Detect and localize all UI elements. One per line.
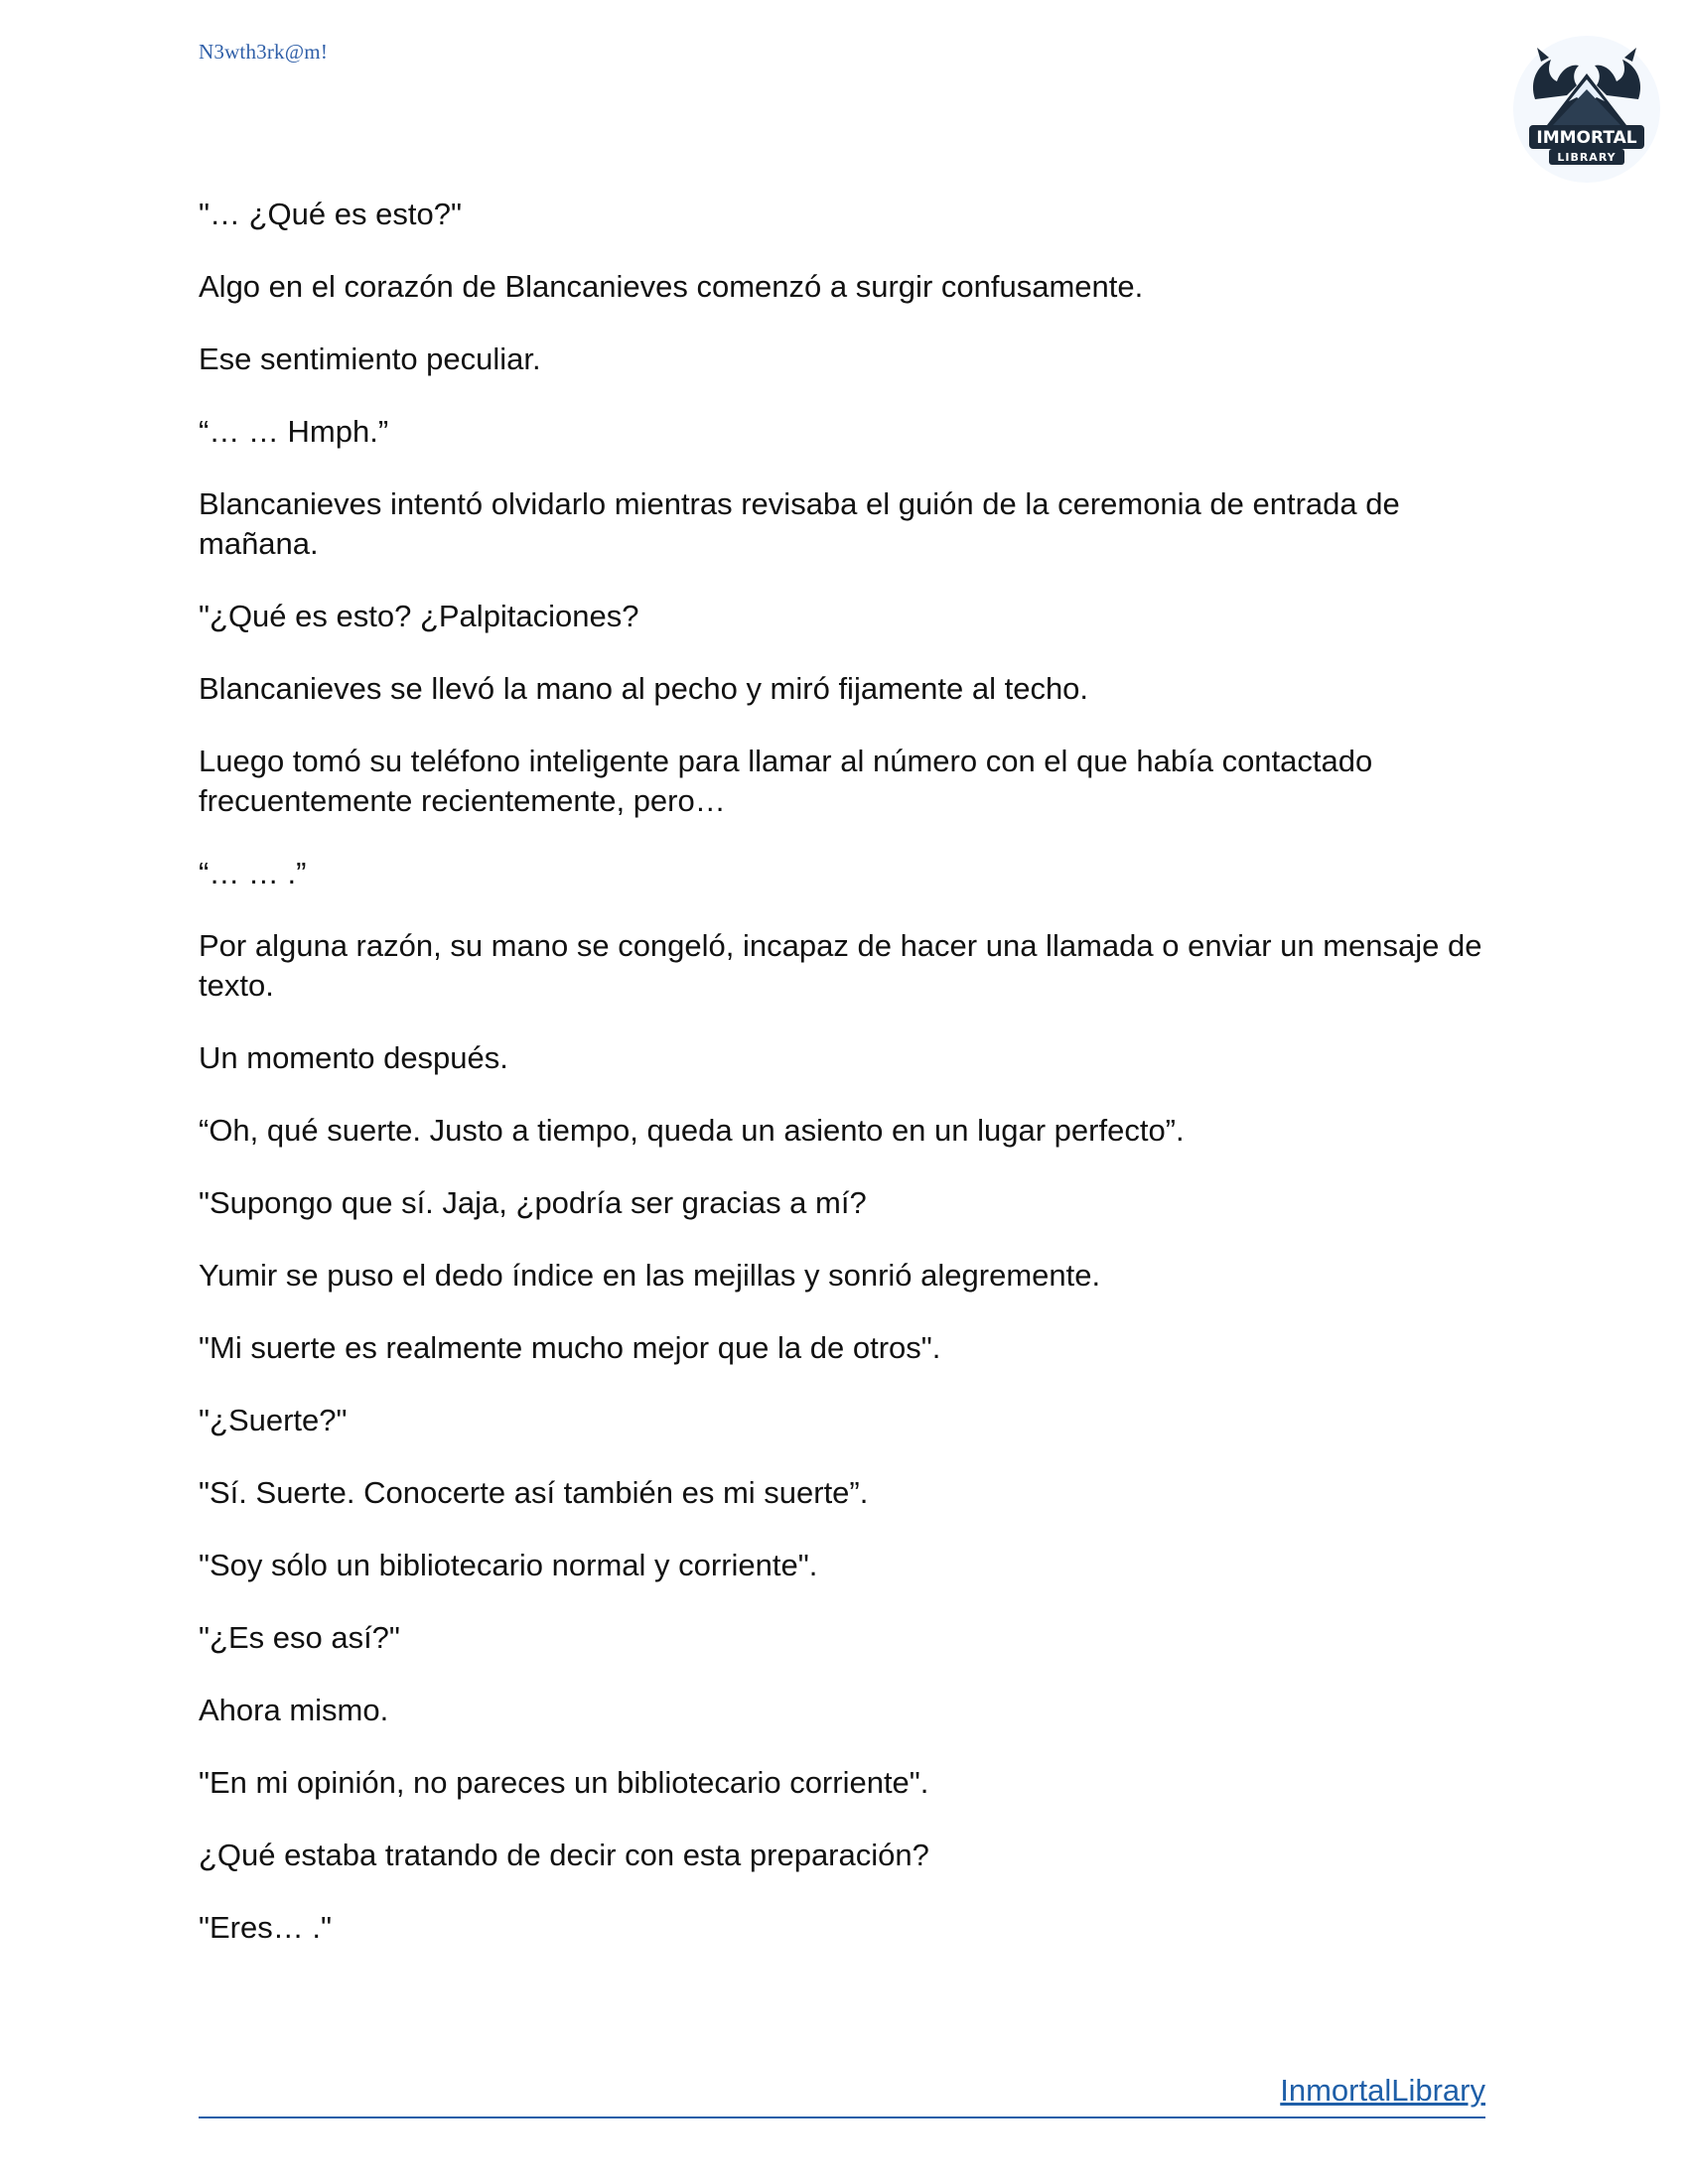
paragraph: Algo en el corazón de Blancanieves comenzó a surgir confusamente.: [199, 269, 1144, 304]
logo-line-1: IMMORTAL: [1536, 128, 1637, 148]
footer-link-inmortal-library[interactable]: InmortalLibrary: [1280, 2073, 1485, 2108]
paragraph: "Soy sólo un bibliotecario normal y corriente".: [199, 1548, 818, 1582]
paragraph: Ese sentimiento peculiar.: [199, 341, 541, 376]
paragraph: “Oh, qué suerte. Justo a tiempo, queda un asiento en un lugar perfecto”.: [199, 1113, 1185, 1148]
paragraph: ¿Qué estaba tratando de decir con esta preparación?: [199, 1838, 929, 1872]
paragraph: Yumir se puso el dedo índice en las mejillas y sonrió alegremente.: [199, 1258, 1101, 1293]
paragraph: Blancanieves intentó olvidarlo mientras revisaba el guión de la ceremonia de entrada de mañana.: [199, 486, 1400, 561]
paragraph: "Supongo que sí. Jaja, ¿podría ser gracias a mí?: [199, 1185, 867, 1220]
paragraph: “… … .”: [199, 856, 307, 890]
paragraph: Un momento después.: [199, 1040, 508, 1075]
footer: [199, 2071, 1485, 2118]
logo-line-2: LIBRARY: [1557, 151, 1617, 164]
paragraph: "En mi opinión, no pareces un bibliotecario corriente".: [199, 1765, 929, 1800]
paragraph: Por alguna razón, su mano se congeló, incapaz de hacer una llamada o enviar un mensaje de texto.: [199, 928, 1482, 1003]
paragraph: "¿Suerte?": [199, 1403, 348, 1437]
paragraph: "¿Es eso así?": [199, 1620, 400, 1655]
paragraph: "Sí. Suerte. Conocerte así también es mi suerte”.: [199, 1475, 869, 1510]
document-body: [199, 195, 1489, 1980]
immortal-library-crest-icon: [1507, 30, 1666, 189]
paragraph: "… ¿Qué es esto?": [199, 197, 462, 231]
paragraph: “… … Hmph.”: [199, 414, 389, 449]
paragraph: Blancanieves se llevó la mano al pecho y miró fijamente al techo.: [199, 671, 1089, 706]
paragraph: "¿Qué es esto? ¿Palpitaciones?: [199, 599, 639, 633]
header-tag: N3wth3rk@m!: [199, 40, 329, 64]
paragraph: "Mi suerte es realmente mucho mejor que la de otros".: [199, 1330, 941, 1365]
paragraph: Luego tomó su teléfono inteligente para llamar al número con el que había contactado frecuentemente recientemente, pero…: [199, 744, 1373, 818]
paragraph: "Eres… .": [199, 1910, 332, 1945]
paragraph: Ahora mismo.: [199, 1693, 389, 1727]
